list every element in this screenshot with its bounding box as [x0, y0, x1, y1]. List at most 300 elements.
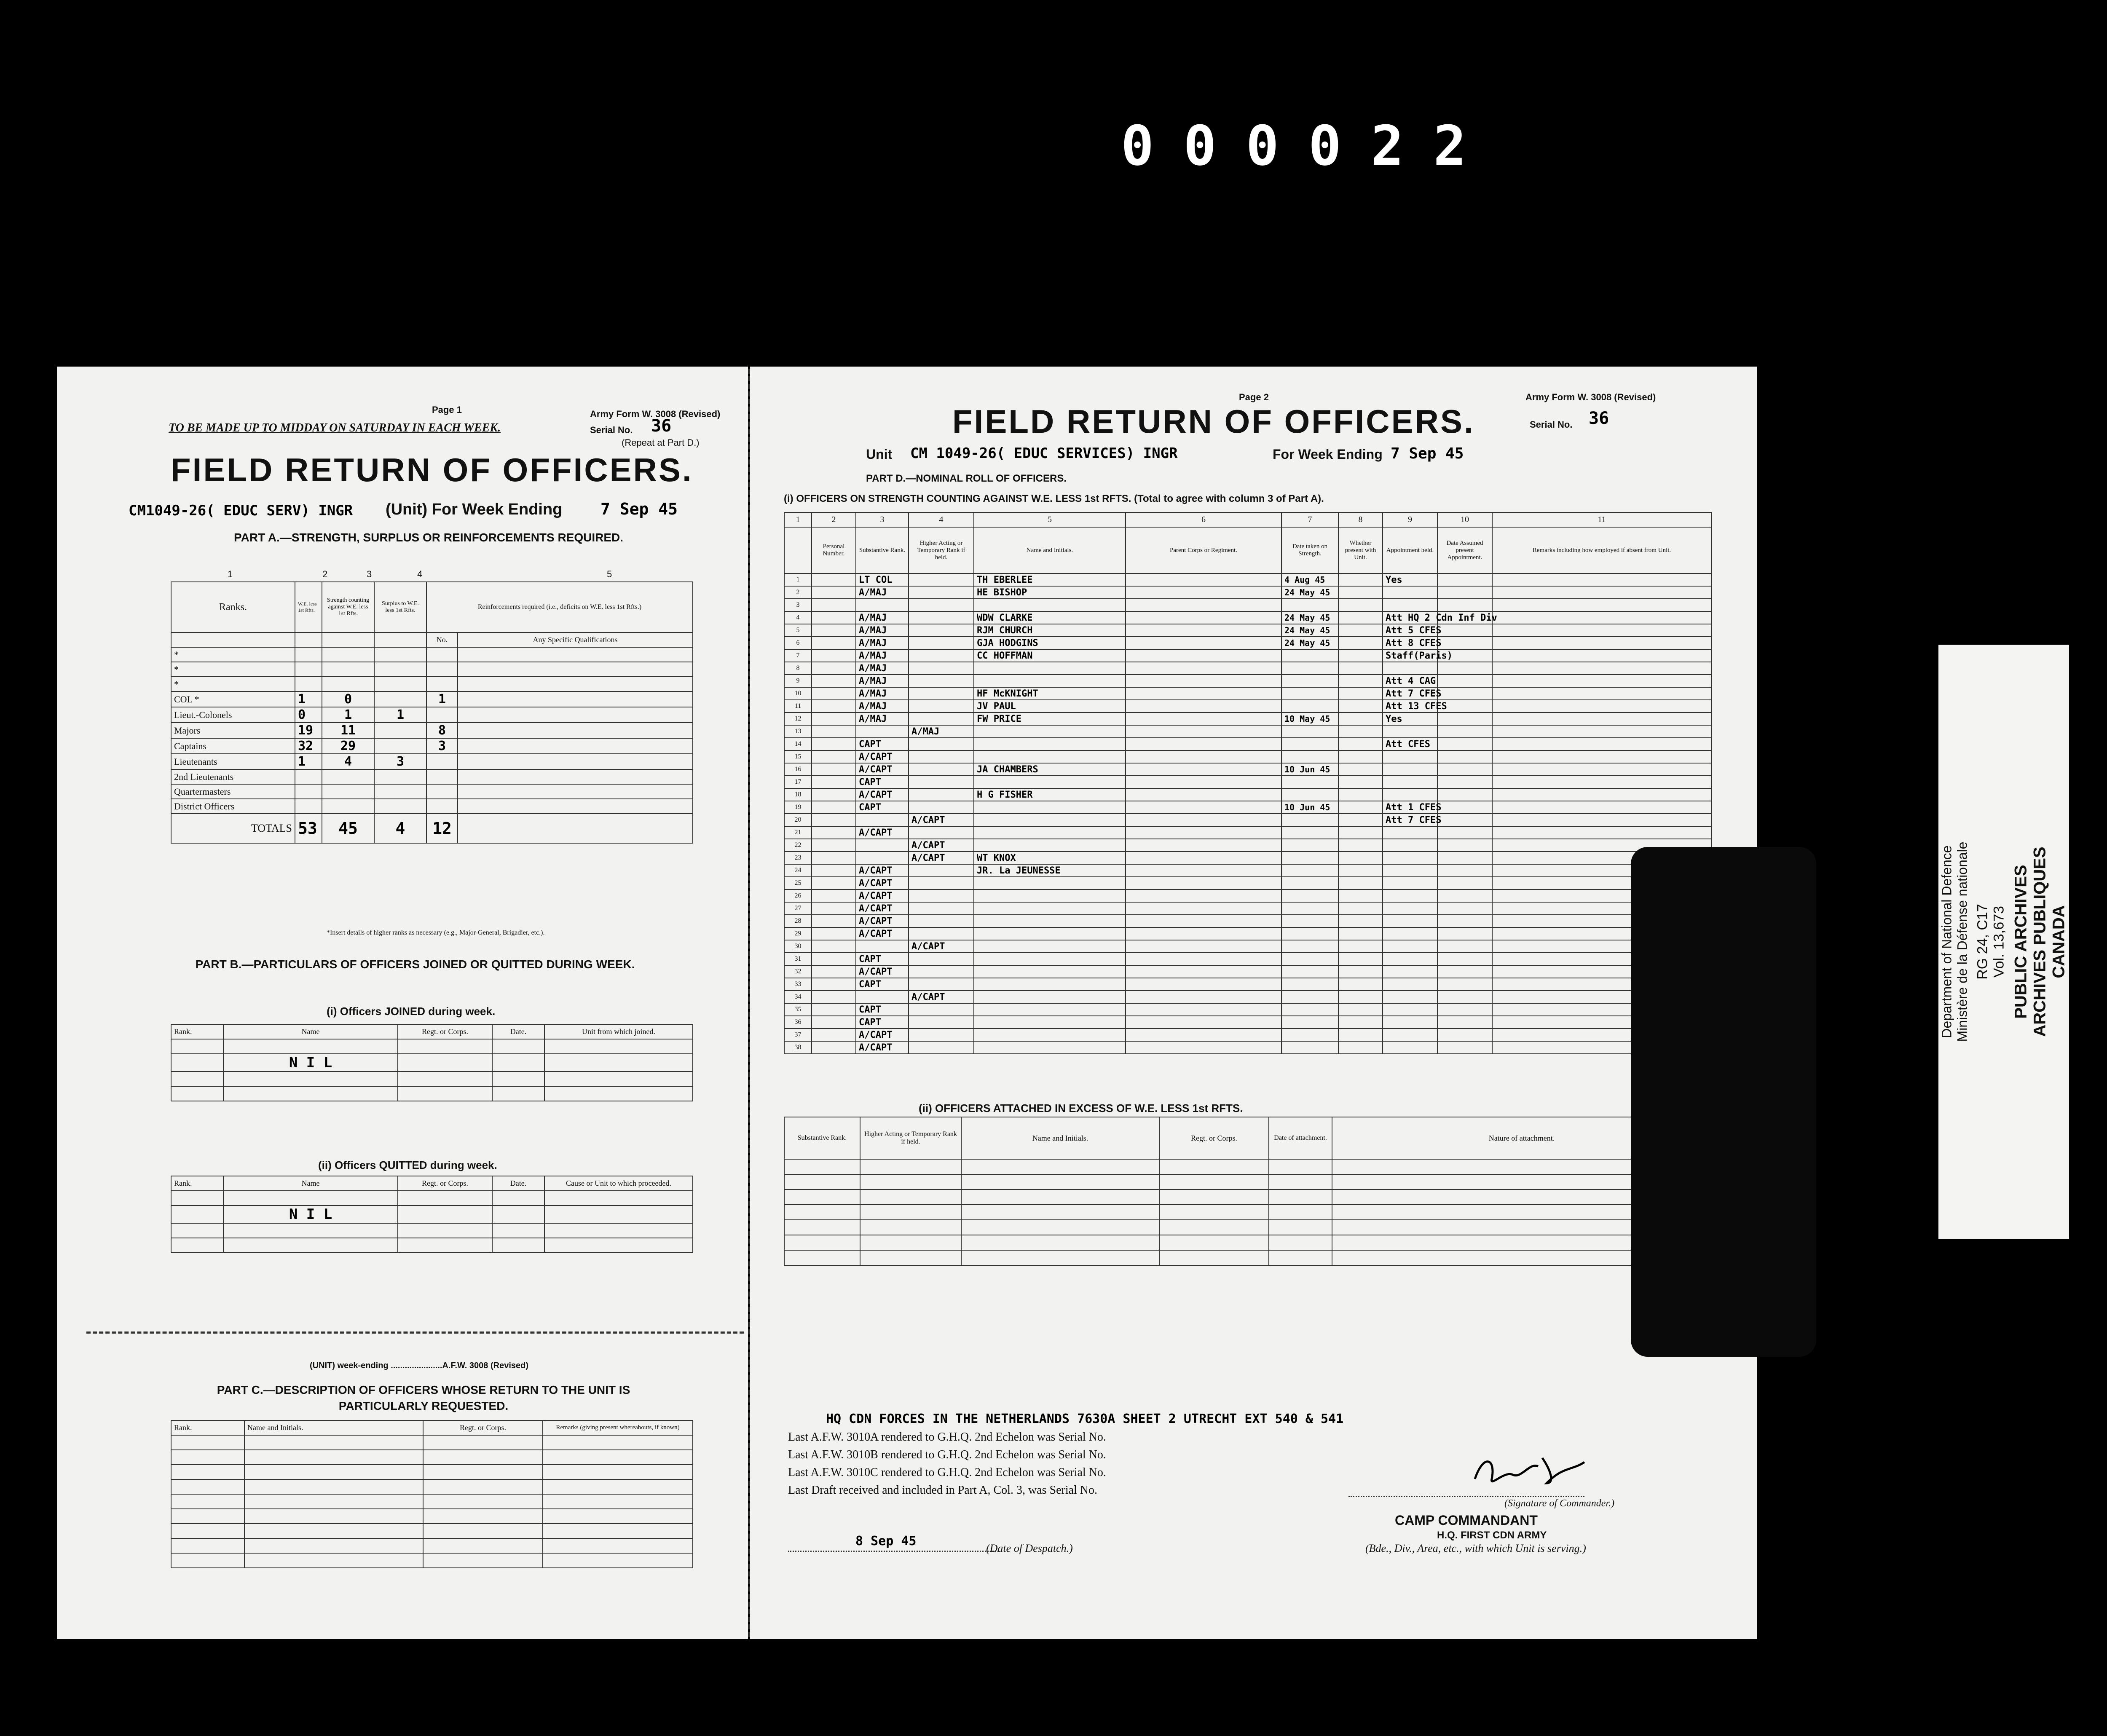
- page-label: Page 2: [1239, 392, 1269, 402]
- header-quals: Any Specific Qualifications: [458, 632, 693, 647]
- date-on-strength-cell: [1281, 649, 1338, 662]
- attached-row: [784, 1189, 1711, 1205]
- total-reinforcements: 12: [426, 814, 458, 843]
- column-number: 4: [909, 512, 974, 527]
- officer-row: [784, 953, 1711, 965]
- parent-corps-cell: [1126, 927, 1281, 940]
- row-number: 24: [784, 864, 812, 877]
- date-on-strength-cell: [1281, 662, 1338, 675]
- officer-row: [784, 750, 1711, 763]
- strength-cell: [322, 769, 374, 784]
- reinforcement-cell: [426, 784, 458, 799]
- despatch-label: (Date of Despatch.): [986, 1542, 1073, 1554]
- officer-name-cell: CC HOFFMAN: [974, 649, 1126, 662]
- col-date: Date.: [492, 1024, 544, 1039]
- acting-rank-cell: [909, 902, 974, 915]
- substantive-rank-cell: A/CAPT: [856, 877, 909, 889]
- substantive-rank-cell: [856, 991, 909, 1003]
- col-remarks: Remarks (giving present whereabouts, if known): [543, 1420, 693, 1435]
- substantive-rank-cell: CAPT: [856, 1016, 909, 1029]
- serial-note: (Repeat at Part D.): [622, 437, 700, 448]
- total-strength: 45: [322, 814, 374, 843]
- present-cell: [1338, 1029, 1383, 1041]
- officer-row: [784, 1029, 1711, 1041]
- present-cell: [1338, 573, 1383, 586]
- present-cell: [1338, 852, 1383, 864]
- parent-corps-cell: [1126, 750, 1281, 763]
- parent-corps-cell: [1126, 763, 1281, 776]
- we-cell: 0: [295, 707, 322, 723]
- last-line: Last Draft received and included in Part A, Col. 3, was Serial No.: [788, 1484, 1098, 1497]
- officer-name-cell: JR. La JEUNESSE: [974, 864, 1126, 877]
- officer-row: [784, 927, 1711, 940]
- substantive-rank-cell: CAPT: [856, 978, 909, 991]
- reinforcement-cell: [426, 799, 458, 814]
- officer-name-cell: [974, 826, 1126, 839]
- remarks-cell: [1383, 864, 1437, 877]
- row-number: 11: [784, 700, 812, 713]
- personal-number-cell: [812, 713, 856, 725]
- row-number: 13: [784, 725, 812, 738]
- officer-name-cell: WT KNOX: [974, 852, 1126, 864]
- remarks-cell: [1383, 750, 1437, 763]
- nominal-roll-body: [784, 573, 1711, 1054]
- date-on-strength-cell: 10 May 45: [1281, 713, 1338, 725]
- header-reinforcements: Reinforcements required (i.e., deficits on W.E. less 1st Rfts.): [426, 582, 693, 632]
- officer-row: [784, 1041, 1711, 1054]
- part-a-row: [171, 707, 693, 723]
- last-line: Last A.F.W. 3010B rendered to G.H.Q. 2nd Echelon was Serial No.: [788, 1448, 1106, 1461]
- total-surplus: 4: [374, 814, 426, 843]
- acting-rank-cell: [909, 889, 974, 902]
- acting-rank-cell: [909, 978, 974, 991]
- reinforcement-cell: 1: [426, 691, 458, 707]
- we-cell: 19: [295, 723, 322, 738]
- present-cell: [1338, 713, 1383, 725]
- unit-value: CM 1049-26( EDUC SERVICES) INGR: [910, 445, 1178, 462]
- acting-rank-cell: [909, 801, 974, 814]
- remarks-cell: [1383, 953, 1437, 965]
- joined-table: [171, 1024, 693, 1101]
- officer-name-cell: [974, 877, 1126, 889]
- row-number: 29: [784, 927, 812, 940]
- remarks-cell: [1383, 839, 1437, 852]
- row-number: 7: [784, 649, 812, 662]
- substantive-rank-cell: [856, 599, 909, 611]
- column-header: Personal Number.: [812, 527, 856, 573]
- acting-rank-cell: [909, 675, 974, 687]
- remarks-cell: [1383, 763, 1437, 776]
- row-number: 1: [784, 573, 812, 586]
- header-no: No.: [426, 632, 458, 647]
- parent-corps-cell: [1126, 1003, 1281, 1016]
- col-name: Name and Initials.: [961, 1117, 1159, 1159]
- parent-corps-cell: [1126, 877, 1281, 889]
- present-cell: [1338, 675, 1383, 687]
- personal-number-cell: [812, 915, 856, 927]
- joined-nil: N I L: [223, 1054, 398, 1072]
- substantive-rank-cell: A/CAPT: [856, 1041, 909, 1054]
- officer-row: [784, 713, 1711, 725]
- acting-rank-cell: A/MAJ: [909, 725, 974, 738]
- substantive-rank-cell: CAPT: [856, 1003, 909, 1016]
- substantive-rank-cell: A/MAJ: [856, 649, 909, 662]
- rank-cell: Captains: [171, 738, 295, 754]
- form-reference: Army Form W. 3008 (Revised): [590, 409, 721, 419]
- substantive-rank-cell: A/CAPT: [856, 788, 909, 801]
- present-cell: [1338, 776, 1383, 788]
- officer-row: [784, 801, 1711, 814]
- archive-label-text: [1939, 842, 2069, 1042]
- personal-number-cell: [812, 902, 856, 915]
- present-cell: [1338, 814, 1383, 826]
- officer-name-cell: [974, 965, 1126, 978]
- date-on-strength-cell: 10 Jun 45: [1281, 763, 1338, 776]
- officer-row: [784, 839, 1711, 852]
- date-on-strength-cell: [1281, 725, 1338, 738]
- present-cell: [1338, 700, 1383, 713]
- acting-rank-cell: [909, 700, 974, 713]
- signature-line: [1348, 1496, 1584, 1497]
- officer-name-cell: [974, 1029, 1126, 1041]
- personal-number-cell: [812, 611, 856, 624]
- part-c-line: (UNIT) week-ending ......................A.F.W. 3008 (Revised): [310, 1361, 528, 1370]
- substantive-rank-cell: CAPT: [856, 953, 909, 965]
- surplus-cell: 3: [374, 754, 426, 769]
- strength-cell: 11: [322, 723, 374, 738]
- personal-number-cell: [812, 1041, 856, 1054]
- substantive-rank-cell: A/CAPT: [856, 902, 909, 915]
- officer-name-cell: [974, 675, 1126, 687]
- remarks-cell: Att 13 CFES: [1383, 700, 1437, 713]
- personal-number-cell: [812, 649, 856, 662]
- officer-name-cell: [974, 953, 1126, 965]
- personal-number-cell: [812, 725, 856, 738]
- strength-cell: [322, 677, 374, 691]
- acting-rank-cell: [909, 687, 974, 700]
- substantive-rank-cell: A/CAPT: [856, 864, 909, 877]
- page-label: Page 1: [432, 405, 462, 415]
- part-a-row: [171, 754, 693, 769]
- present-cell: [1338, 826, 1383, 839]
- parent-corps-cell: [1126, 599, 1281, 611]
- col-nature: Nature of attachment.: [1332, 1117, 1711, 1159]
- col-rank: Rank.: [171, 1176, 223, 1191]
- part-a-row: [171, 769, 693, 784]
- present-cell: [1338, 624, 1383, 637]
- col-name: Name: [223, 1024, 398, 1039]
- personal-number-cell: [812, 788, 856, 801]
- officer-row: [784, 864, 1711, 877]
- acting-rank-cell: [909, 776, 974, 788]
- personal-number-cell: [812, 826, 856, 839]
- column-number: 7: [1281, 512, 1338, 527]
- present-cell: [1338, 839, 1383, 852]
- date-on-strength-cell: [1281, 1029, 1338, 1041]
- present-cell: [1338, 940, 1383, 953]
- quitted-table: [171, 1176, 693, 1253]
- part-c-table: [171, 1420, 693, 1568]
- substantive-rank-cell: A/CAPT: [856, 915, 909, 927]
- part-a-body: [171, 647, 693, 814]
- row-number: 28: [784, 915, 812, 927]
- col-unit: Unit from which joined.: [544, 1024, 693, 1039]
- strength-cell: [322, 647, 374, 662]
- present-cell: [1338, 889, 1383, 902]
- we-cell: [295, 769, 322, 784]
- parent-corps-cell: [1126, 915, 1281, 927]
- personal-number-cell: [812, 1016, 856, 1029]
- row-number: 26: [784, 889, 812, 902]
- rank-cell: Majors: [171, 723, 295, 738]
- parent-corps-cell: [1126, 953, 1281, 965]
- remarks-cell: Att 4 CAG: [1383, 675, 1437, 687]
- col-name: Name: [223, 1176, 398, 1191]
- acting-rank-cell: [909, 713, 974, 725]
- column-number: 10: [1437, 512, 1492, 527]
- reinforcement-cell: [426, 754, 458, 769]
- acting-rank-cell: [909, 573, 974, 586]
- surplus-cell: [374, 799, 426, 814]
- row-number: 32: [784, 965, 812, 978]
- remarks-cell: [1383, 725, 1437, 738]
- col-number: 3: [367, 569, 372, 579]
- present-cell: [1338, 801, 1383, 814]
- officer-row: [784, 991, 1711, 1003]
- acting-rank-cell: [909, 965, 974, 978]
- parent-corps-cell: [1126, 852, 1281, 864]
- row-number: 16: [784, 763, 812, 776]
- personal-number-cell: [812, 637, 856, 649]
- acting-rank-cell: [909, 1041, 974, 1054]
- we-cell: 1: [295, 691, 322, 707]
- remarks-cell: [1383, 991, 1437, 1003]
- date-on-strength-cell: 24 May 45: [1281, 637, 1338, 649]
- part-d-subtitle: (i) OFFICERS ON STRENGTH COUNTING AGAINST W.E. LESS 1st RFTS. (Total to agree with column 3 of Part A).: [784, 493, 1324, 504]
- row-number: 12: [784, 713, 812, 725]
- col-regt: Regt. or Corps.: [1159, 1117, 1269, 1159]
- acting-rank-cell: A/CAPT: [909, 814, 974, 826]
- remarks-cell: [1383, 889, 1437, 902]
- personal-number-cell: [812, 814, 856, 826]
- personal-number-cell: [812, 801, 856, 814]
- archive-rg: RG 24, C17: [1974, 904, 1991, 980]
- parent-corps-cell: [1126, 611, 1281, 624]
- acting-rank-cell: [909, 1029, 974, 1041]
- page-title: FIELD RETURN OF OFFICERS.: [171, 451, 693, 488]
- officer-name-cell: [974, 978, 1126, 991]
- officer-name-cell: H G FISHER: [974, 788, 1126, 801]
- officer-name-cell: [974, 927, 1126, 940]
- column-header: Substantive Rank.: [856, 527, 909, 573]
- archive-label: [1938, 645, 2069, 1239]
- substantive-rank-cell: CAPT: [856, 801, 909, 814]
- col-rank: Rank.: [171, 1420, 244, 1435]
- date-on-strength-cell: [1281, 826, 1338, 839]
- officer-row: [784, 940, 1711, 953]
- officer-row: [784, 624, 1711, 637]
- column-header: Date Assumed present Appointment.: [1437, 527, 1492, 573]
- officer-row: [784, 725, 1711, 738]
- remarks-cell: Yes: [1383, 573, 1437, 586]
- substantive-rank-cell: LT COL: [856, 573, 909, 586]
- serial-label: Serial No.: [1530, 419, 1573, 430]
- officer-name-cell: [974, 1016, 1126, 1029]
- personal-number-cell: [812, 940, 856, 953]
- acting-rank-cell: [909, 649, 974, 662]
- surplus-cell: 1: [374, 707, 426, 723]
- present-cell: [1338, 953, 1383, 965]
- parent-corps-cell: [1126, 965, 1281, 978]
- substantive-rank-cell: A/CAPT: [856, 750, 909, 763]
- col-cause: Cause or Unit to which proceeded.: [544, 1176, 693, 1191]
- row-number: 9: [784, 675, 812, 687]
- acting-rank-cell: [909, 637, 974, 649]
- officer-row: [784, 852, 1711, 864]
- part-a-title: PART A.—STRENGTH, SURPLUS OR REINFORCEMENTS REQUIRED.: [234, 531, 624, 544]
- reinforcement-cell: [426, 677, 458, 691]
- column-number: 5: [974, 512, 1126, 527]
- officer-row: [784, 611, 1711, 624]
- officer-name-cell: [974, 915, 1126, 927]
- officer-row: [784, 599, 1711, 611]
- week-ending-value: 7 Sep 45: [600, 500, 678, 518]
- officer-name-cell: [974, 1041, 1126, 1054]
- row-number: 17: [784, 776, 812, 788]
- date-on-strength-cell: [1281, 915, 1338, 927]
- parent-corps-cell: [1126, 675, 1281, 687]
- parent-corps-cell: [1126, 978, 1281, 991]
- substantive-rank-cell: A/CAPT: [856, 1029, 909, 1041]
- date-on-strength-cell: [1281, 877, 1338, 889]
- instruction-text: TO BE MADE UP TO MIDDAY ON SATURDAY IN EACH WEEK.: [169, 421, 501, 434]
- row-number: 15: [784, 750, 812, 763]
- attached-row: [784, 1174, 1711, 1189]
- part-d2-title: (ii) OFFICERS ATTACHED IN EXCESS OF W.E. LESS 1st RFTS.: [919, 1102, 1243, 1114]
- col-name: Name and Initials.: [244, 1420, 423, 1435]
- officer-name-cell: [974, 889, 1126, 902]
- parent-corps-cell: [1126, 687, 1281, 700]
- officer-row: [784, 826, 1711, 839]
- archive-public: PUBLIC ARCHIVES: [2011, 865, 2030, 1019]
- date-on-strength-cell: [1281, 700, 1338, 713]
- reinforcement-cell: 8: [426, 723, 458, 738]
- row-number: 19: [784, 801, 812, 814]
- officer-row: [784, 586, 1711, 599]
- strength-cell: [322, 784, 374, 799]
- remarks-cell: [1383, 662, 1437, 675]
- date-on-strength-cell: [1281, 839, 1338, 852]
- officer-name-cell: HE BISHOP: [974, 586, 1126, 599]
- parent-corps-cell: [1126, 725, 1281, 738]
- column-header: Appointment held.: [1383, 527, 1437, 573]
- substantive-rank-cell: A/MAJ: [856, 687, 909, 700]
- acting-rank-cell: A/CAPT: [909, 852, 974, 864]
- acting-rank-cell: [909, 763, 974, 776]
- nominal-roll-table: [784, 512, 1712, 1054]
- parent-corps-cell: [1126, 649, 1281, 662]
- date-on-strength-cell: 24 May 45: [1281, 624, 1338, 637]
- archive-dept: Department of National Defence: [1939, 845, 1954, 1038]
- attached-row: [784, 1159, 1711, 1174]
- surplus-cell: [374, 647, 426, 662]
- rank-cell: *: [171, 662, 295, 677]
- row-number: 31: [784, 953, 812, 965]
- part-a-row: [171, 647, 693, 662]
- substantive-rank-cell: A/MAJ: [856, 713, 909, 725]
- present-cell: [1338, 1016, 1383, 1029]
- parent-corps-cell: [1126, 573, 1281, 586]
- despatch-date: 8 Sep 45: [855, 1534, 917, 1548]
- attached-table: [784, 1117, 1712, 1266]
- acting-rank-cell: [909, 738, 974, 750]
- personal-number-cell: [812, 978, 856, 991]
- remarks-cell: Att 1 CFES: [1383, 801, 1437, 814]
- officer-row: [784, 776, 1711, 788]
- substantive-rank-cell: A/CAPT: [856, 763, 909, 776]
- archive-publiques: ARCHIVES PUBLIQUES: [2030, 847, 2049, 1037]
- officer-row: [784, 763, 1711, 776]
- row-number: 30: [784, 940, 812, 953]
- officer-name-cell: HF McKNIGHT: [974, 687, 1126, 700]
- acting-rank-cell: [909, 927, 974, 940]
- part-a-row: [171, 738, 693, 754]
- acting-rank-cell: [909, 864, 974, 877]
- officer-row: [784, 877, 1711, 889]
- totals-label: TOTALS: [171, 814, 295, 843]
- we-cell: [295, 784, 322, 799]
- date-on-strength-cell: [1281, 814, 1338, 826]
- row-number: 20: [784, 814, 812, 826]
- present-cell: [1338, 763, 1383, 776]
- parent-corps-cell: [1126, 624, 1281, 637]
- surplus-cell: [374, 691, 426, 707]
- parent-corps-cell: [1126, 826, 1281, 839]
- col-number: 4: [417, 569, 423, 579]
- personal-number-cell: [812, 889, 856, 902]
- stamp-text-2: H.Q. FIRST CDN ARMY: [1437, 1530, 1547, 1541]
- acting-rank-cell: [909, 599, 974, 611]
- row-number: 8: [784, 662, 812, 675]
- present-cell: [1338, 902, 1383, 915]
- week-value: 7 Sep 45: [1391, 445, 1464, 462]
- surplus-cell: [374, 769, 426, 784]
- part-a-row: [171, 799, 693, 814]
- attached-row: [784, 1220, 1711, 1235]
- hq-line: HQ CDN FORCES IN THE NETHERLANDS 7630A SHEET 2 UTRECHT EXT 540 & 541: [826, 1412, 1344, 1426]
- parent-corps-cell: [1126, 713, 1281, 725]
- substantive-rank-cell: [856, 839, 909, 852]
- substantive-rank-cell: A/MAJ: [856, 624, 909, 637]
- personal-number-cell: [812, 687, 856, 700]
- remarks-cell: [1383, 965, 1437, 978]
- total-we: 53: [295, 814, 322, 843]
- row-number: 34: [784, 991, 812, 1003]
- surplus-cell: [374, 677, 426, 691]
- personal-number-cell: [812, 839, 856, 852]
- reinforcement-cell: [426, 647, 458, 662]
- parent-corps-cell: [1126, 814, 1281, 826]
- date-on-strength-cell: [1281, 902, 1338, 915]
- remarks-cell: [1383, 586, 1437, 599]
- acting-rank-cell: [909, 826, 974, 839]
- officer-row: [784, 738, 1711, 750]
- substantive-rank-cell: A/MAJ: [856, 586, 909, 599]
- part-d-title: PART D.—NOMINAL ROLL OF OFFICERS.: [866, 473, 1067, 484]
- acting-rank-cell: A/CAPT: [909, 940, 974, 953]
- remarks-cell: Yes: [1383, 713, 1437, 725]
- last-line: Last A.F.W. 3010A rendered to G.H.Q. 2nd Echelon was Serial No.: [788, 1431, 1106, 1444]
